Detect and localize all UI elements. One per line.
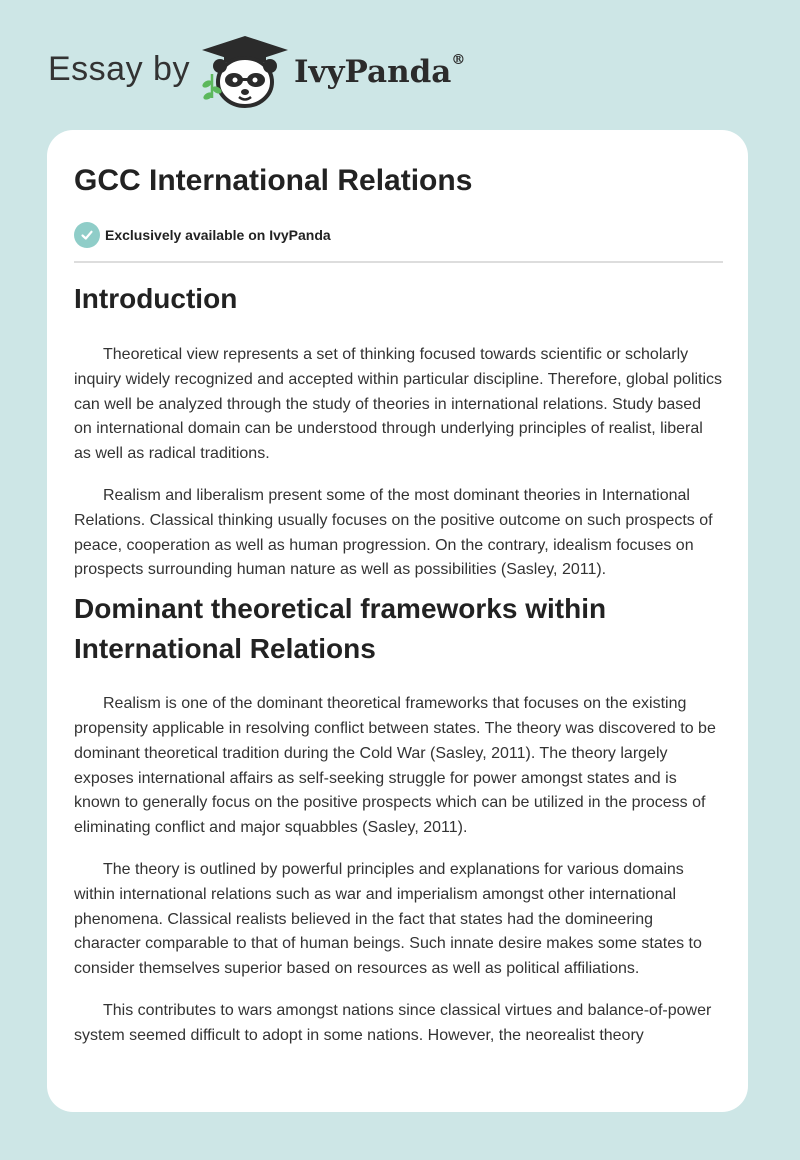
paragraph: Realism is one of the dominant theoretical frameworks that focuses on the existing propensity applicable in resolving conflict between states. The theory was discovered to be dominant theoretical tradition during the Cold War (Sasley, 2011). The theory largely exposes international affairs as self-seeking struggle for power amongst states and is known to generally focus on the positive prospects which can be utilized in the process of eliminating conflict and major squabbles (Sasley, 2011). [74, 695, 716, 837]
paragraph: Realism and liberalism present some of the most dominant theories in International Relations. Classical thinking usually focuses on the positive outcome on such prospects of peace, cooperation as well as human progression. On the contrary, idealism focuses on prospects surrounding human nature as well as possibilities (Sasley, 2011). [74, 486, 713, 579]
essay-card [47, 130, 748, 1112]
divider [74, 261, 723, 263]
brand-prefix: Essay by [48, 50, 190, 88]
paragraph: The theory is outlined by powerful principles and explanations for various domains within international relations such as war and imperialism amongst other international phenomena. Classical realists believed in the fact that states had the domineering character comparable to that of human beings. Such innate desire makes some states to consider themselves superior based on resources as well as political affiliations. [74, 860, 702, 978]
check-circle-icon [74, 222, 100, 248]
section-heading-dominant-frameworks: Dominant theoretical frameworks within International Relations [74, 593, 607, 665]
registered-mark: ® [451, 52, 466, 68]
panda-graduate-icon[interactable] [200, 34, 290, 110]
section-heading-introduction: Introduction [74, 283, 238, 314]
exclusive-badge [74, 222, 331, 248]
site-header [0, 0, 800, 130]
brand-name[interactable] [294, 54, 465, 90]
paragraph: Theoretical view represents a set of thinking focused towards scientific or scholarly inquiry widely recognized and accepted within particular discipline. Therefore, global politics can well be analyzed through the study of theories in international relations. Study based on international domain can be understood through underlying principles of realist, liberal as well as radical traditions. [74, 346, 723, 463]
page-title: GCC International Relations [74, 164, 473, 197]
badge-label: Exclusively available on IvyPanda [105, 227, 331, 243]
essay-body [74, 279, 723, 1066]
brand-name-text: IvyPanda [294, 54, 452, 90]
paragraph: This contributes to wars amongst nations since classical virtues and balance-of-power system seemed difficult to adopt in some nations. However, the neorealist theory [74, 1001, 712, 1044]
